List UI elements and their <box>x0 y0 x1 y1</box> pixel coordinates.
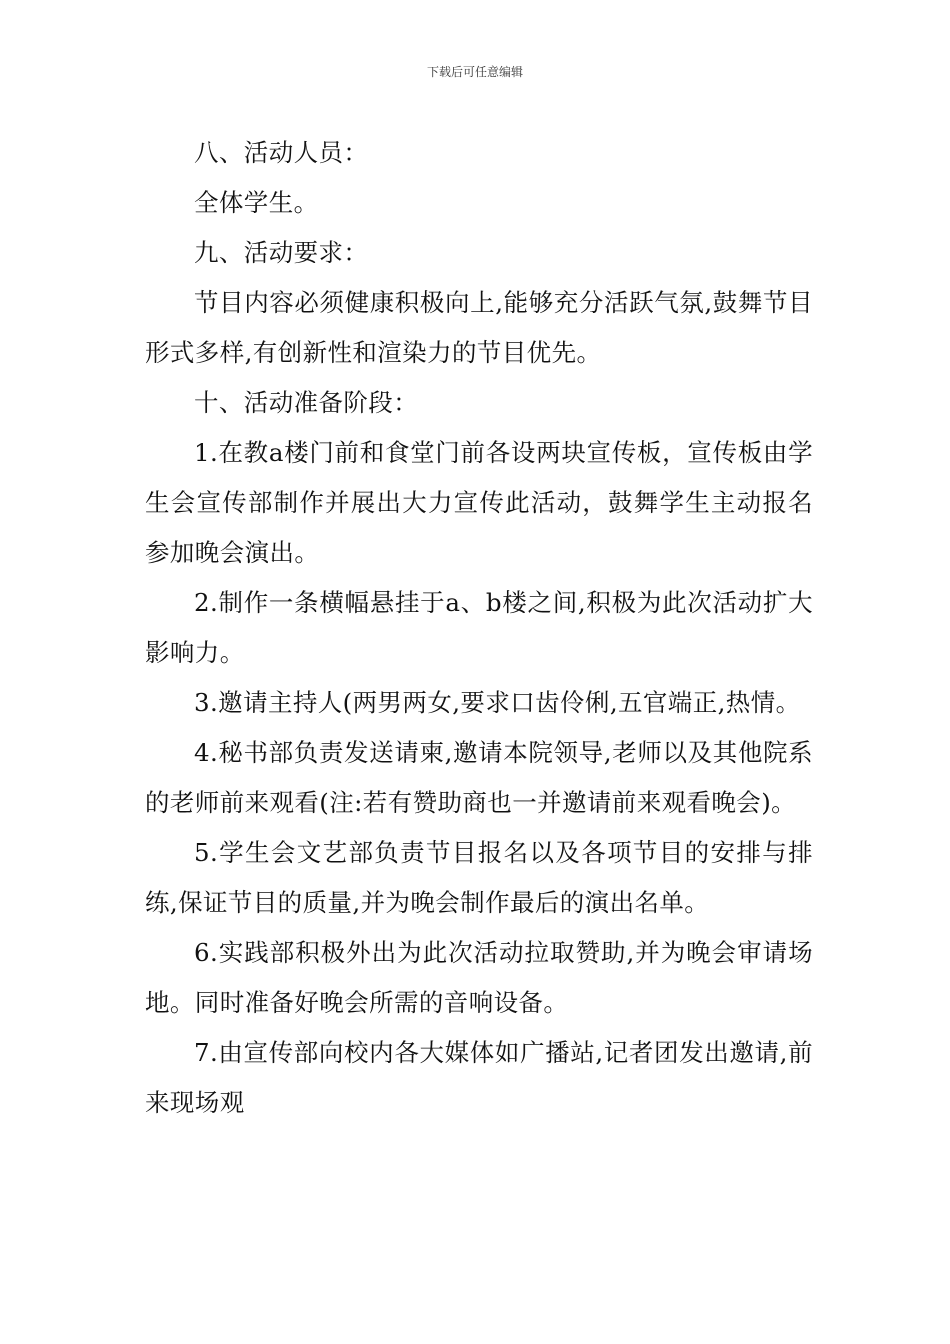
paragraph-personnel: 全体学生。 <box>194 188 319 217</box>
document-body <box>145 128 813 1128</box>
paragraph-item-7: 7.由宣传部向校内各大媒体如广播站,记者团发出邀请,前来现场观 <box>145 1038 813 1117</box>
paragraph-item-5: 5.学生会文艺部负责节目报名以及各项节目的安排与排练,保证节目的质量,并为晚会制作最后的演出名单。 <box>145 838 813 917</box>
page-header: 下载后可任意编辑 <box>426 65 523 79</box>
paragraph-item-6: 6.实践部积极外出为此次活动拉取赞助,并为晚会审请场地。同时准备好晚会所需的音响设备。 <box>145 938 813 1017</box>
paragraph-requirements: 节目内容必须健康积极向上,能够充分活跃气氛,鼓舞节目形式多样,有创新性和渲染力的节目优先。 <box>145 288 813 367</box>
paragraph-item-2: 2.制作一条横幅悬挂于a、b楼之间,积极为此次活动扩大影响力。 <box>145 588 813 667</box>
paragraph-item-1: 1.在教a楼门前和食堂门前各设两块宣传板，宣传板由学生会宣传部制作并展出大力宣传此活动，鼓舞学生主动报名参加晚会演出。 <box>145 438 813 567</box>
paragraph-preparation-heading: 十、活动准备阶段： <box>194 388 419 417</box>
paragraph-item-3: 3.邀请主持人(两男两女,要求口齿伶俐,五官端正,热情。 <box>194 688 801 717</box>
paragraph-personnel-heading: 八、活动人员： <box>194 138 369 167</box>
paragraph-item-4: 4.秘书部负责发送请柬,邀请本院领导,老师以及其他院系的老师前来观看(注:若有赞助商也一并邀请前来观看晚会)。 <box>145 738 813 817</box>
paragraph-requirements-heading: 九、活动要求： <box>194 238 369 267</box>
